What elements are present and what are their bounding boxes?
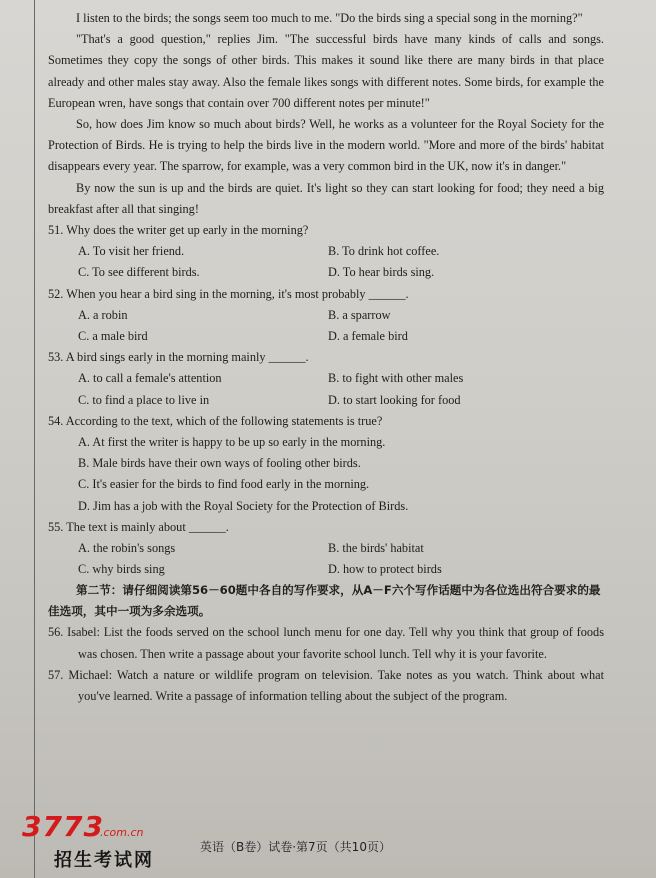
option-c: C. why birds sing	[78, 562, 165, 577]
question-52-stem: 52. When you hear a bird sing in the morning, it's most probably ______.	[48, 286, 409, 301]
passage-paragraph-2: "That's a good question," replies Jim. "The successful birds have many kinds of calls and songs. Sometimes they copy the songs of other birds. This makes it sound like there are many birds in that place already and other males stay away. Also the female likes songs with different notes. Some birds, for example the European wren, have songs that contain over 700 different notes per minute!"	[48, 32, 604, 110]
option-a: A. To visit her friend.	[78, 244, 185, 259]
question-55-stem: 55. The text is mainly about ______.	[48, 519, 229, 534]
margin-line	[34, 0, 35, 878]
question-51-stem: 51. Why does the writer get up early in the morning?	[48, 223, 309, 238]
task-57: 57. Michael: Watch a nature or wildlife program on television. Take notes as you watch. Think about what you've learned. Write a passage of information telling about the subject of the program.	[48, 667, 604, 704]
watermark-domain: .com.cn	[100, 826, 144, 839]
option-a: A. the robin's songs	[78, 541, 176, 556]
question-55-options	[48, 538, 604, 580]
option-a: A. At first the writer is happy to be up so early in the morning.	[78, 435, 386, 450]
option-d: D. a female bird	[328, 329, 408, 344]
option-d: D. how to protect birds	[328, 562, 442, 577]
option-c: C. a male bird	[78, 329, 148, 344]
watermark-number: 3773	[22, 810, 104, 843]
option-c: C. To see different birds.	[78, 265, 200, 280]
option-a: A. a robin	[78, 307, 128, 322]
exam-page	[48, 8, 604, 707]
option-c: C. It's easier for the birds to find food early in the morning.	[78, 477, 370, 492]
option-b: B. a sparrow	[328, 307, 391, 322]
question-54-stem: 54. According to the text, which of the following statements is true?	[48, 413, 383, 428]
passage-paragraph-4: By now the sun is up and the birds are quiet. It's light so they can start looking for food; they need a big breakfast after all that singing!	[48, 180, 604, 216]
question-54-options	[48, 432, 604, 517]
option-d: D. to start looking for food	[328, 392, 461, 407]
passage-paragraph-1: I listen to the birds; the songs seem too much to me. "Do the birds sing a special song in the morning?"	[76, 11, 583, 25]
page-footer: 英语（B卷）试卷·第7页（共10页）	[200, 840, 391, 854]
option-d: D. Jim has a job with the Royal Society for the Protection of Birds.	[78, 498, 409, 513]
option-b: B. To drink hot coffee.	[328, 244, 440, 259]
option-b: B. Male birds have their own ways of fooling other birds.	[78, 456, 361, 471]
option-b: B. to fight with other males	[328, 371, 464, 386]
question-51-options	[48, 241, 604, 283]
section-2-instructions: 第二节：请仔细阅读第56－60题中各自的写作要求，从A－F六个写作话题中为各位选出符合要求的最佳选项，其中一项为多余选项。	[48, 583, 601, 619]
option-a: A. to call a female's attention	[78, 371, 222, 386]
question-52-options	[48, 305, 604, 347]
option-b: B. the birds' habitat	[328, 541, 424, 556]
option-c: C. to find a place to live in	[78, 392, 210, 407]
option-d: D. To hear birds sing.	[328, 265, 435, 280]
task-56: 56. Isabel: List the foods served on the school lunch menu for one day. Tell why you think that group of foods was chosen. Then write a passage about your favorite school lunch. Tell why it is your favorite.	[48, 625, 604, 661]
passage-paragraph-3: So, how does Jim know so much about birds? Well, he works as a volunteer for the Royal Society for the Protection of Birds. He is trying to help the birds live in the modern world. "More and more of the birds' habitat disappears every year. The sparrow, for example, was a very common bird in the UK, now it's in danger."	[48, 117, 604, 174]
question-53-options	[48, 368, 604, 410]
question-53-stem: 53. A bird sings early in the morning mainly ______.	[48, 350, 309, 365]
watermark-logo	[8, 810, 188, 874]
watermark-site-name: 招生考试网	[54, 850, 154, 871]
